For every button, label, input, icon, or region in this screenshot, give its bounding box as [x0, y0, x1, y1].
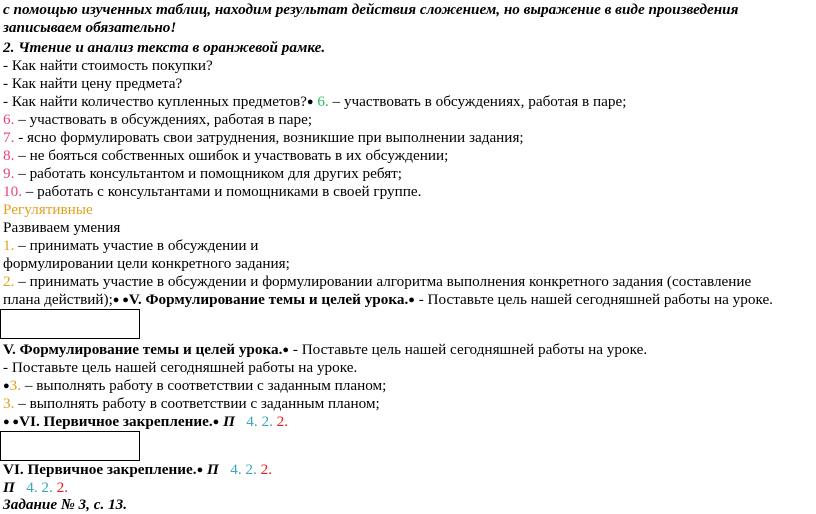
skill-number: 6.: [317, 93, 329, 110]
section-heading-consolidation: VI. Первичное закрепление.: [19, 413, 213, 430]
skill-item-8: [3, 147, 448, 165]
task-reference: Задание № 3, с. 13.: [3, 496, 128, 513]
task-number-red: 2.: [260, 461, 272, 478]
reg-text: плана действий);: [3, 291, 113, 308]
reg-item-2: [3, 273, 751, 291]
intro-line-1: с помощью изученных таблиц, находим результат действия сложением, но выражение в виде произведения: [3, 1, 739, 18]
bullet-icon: ●: [3, 380, 10, 392]
skill-item-10: [3, 183, 421, 201]
task-number-red: 2.: [276, 413, 289, 430]
reg-number: 3.: [9, 377, 22, 394]
bullet-icon: ●: [212, 416, 220, 428]
goal-prompt: - Поставьте цель нашей сегодняшней работы на уроке.: [414, 291, 773, 308]
skill-item-9: [3, 165, 402, 183]
task-numbers: 4. 2.: [246, 413, 273, 430]
skill-text: – работать с консультантами и помощниками в своей группе.: [21, 183, 422, 200]
task-numbers: 4. 2.: [26, 479, 53, 496]
p-marker: П: [223, 413, 235, 430]
reg-item-3: [3, 377, 386, 395]
p-marker: П: [3, 479, 15, 496]
reg-item-1: [3, 237, 258, 255]
section-heading-reading: 2. Чтение и анализ текста в оранжевой рамке.: [3, 39, 326, 56]
skill-number: 8.: [3, 147, 15, 164]
reg-number: 3.: [3, 395, 15, 412]
reg-item-3-repeat: [3, 395, 380, 413]
skill-number: 10.: [3, 183, 22, 200]
section-heading-consolidation: VI. Первичное закрепление.: [3, 461, 197, 478]
bullet-icon: ●: [282, 344, 290, 356]
consolidation-line-1: [3, 413, 288, 431]
bullet-icon: ●: [3, 416, 10, 428]
reg-item-1-cont: формулировании цели конкретного задания;: [3, 255, 290, 272]
bullet-icon: ●: [408, 294, 415, 306]
empty-frame: [0, 309, 140, 339]
skill-number: 9.: [3, 165, 15, 182]
question-cost: - Как найти стоимость покупки?: [3, 57, 213, 74]
section-heading-goals: V. Формулирование темы и целей урока.: [3, 341, 283, 358]
skill-text: – участвовать в обсуждениях, работая в паре;: [328, 93, 627, 110]
skill-item-7: [3, 129, 524, 147]
task-numbers: 4. 2.: [230, 461, 257, 478]
section-heading-goals: V. Формулирование темы и целей урока.: [128, 291, 409, 308]
regulatory-heading: Регулятивные: [3, 201, 93, 218]
bullet-icon: ●: [196, 464, 204, 476]
intro-line-2: записываем обязательно!: [3, 19, 177, 36]
reg-text: – выполнять работу в соответствии с заданным планом;: [14, 395, 380, 412]
goals-line: [3, 341, 647, 359]
question-quantity: - Как найти количество купленных предметов?: [3, 93, 307, 110]
reg-text: – выполнять работу в соответствии с заданным планом;: [21, 377, 387, 394]
reg-number: 2.: [3, 273, 15, 290]
reg-text: – принимать участие в обсуждении и формулировании алгоритма выполнения конкретного задания (составление: [14, 273, 752, 290]
skill-text: – не бояться собственных ошибок и участвовать в их обсуждении;: [14, 147, 449, 164]
skill-item-6: [3, 111, 312, 129]
consolidation-line-2: [3, 461, 272, 479]
question-price: - Как найти цену предмета?: [3, 75, 183, 92]
bullet-icon: ●: [119, 294, 129, 306]
p-marker: П: [207, 461, 219, 478]
goal-prompt-line: - Поставьте цель нашей сегодняшней работы на уроке.: [3, 359, 358, 376]
consolidation-line-3: [3, 479, 68, 497]
skill-number: 6.: [3, 111, 15, 128]
reg-text: – принимать участие в обсуждении и: [14, 237, 259, 254]
reg-number: 1.: [3, 237, 15, 254]
empty-frame: [0, 431, 140, 461]
reg-item-2-cont: [3, 291, 773, 309]
skill-text: – работать консультантом и помощником для других ребят;: [14, 165, 403, 182]
bullet-icon: ●: [9, 416, 20, 428]
skill-text: - ясно формулировать свои затруднения, возникшие при выполнении задания;: [14, 129, 524, 146]
goal-prompt: - Поставьте цель нашей сегодняшней работы на уроке.: [289, 341, 648, 358]
bullet-icon: ●: [306, 96, 314, 108]
skill-text: – участвовать в обсуждениях, работая в паре;: [14, 111, 313, 128]
task-number-red: 2.: [56, 479, 68, 496]
skill-number: 7.: [3, 129, 15, 146]
bullet-icon: ●: [112, 294, 120, 306]
develop-skills-label: Развиваем умения: [3, 219, 121, 236]
question-quantity-line: [3, 93, 626, 111]
